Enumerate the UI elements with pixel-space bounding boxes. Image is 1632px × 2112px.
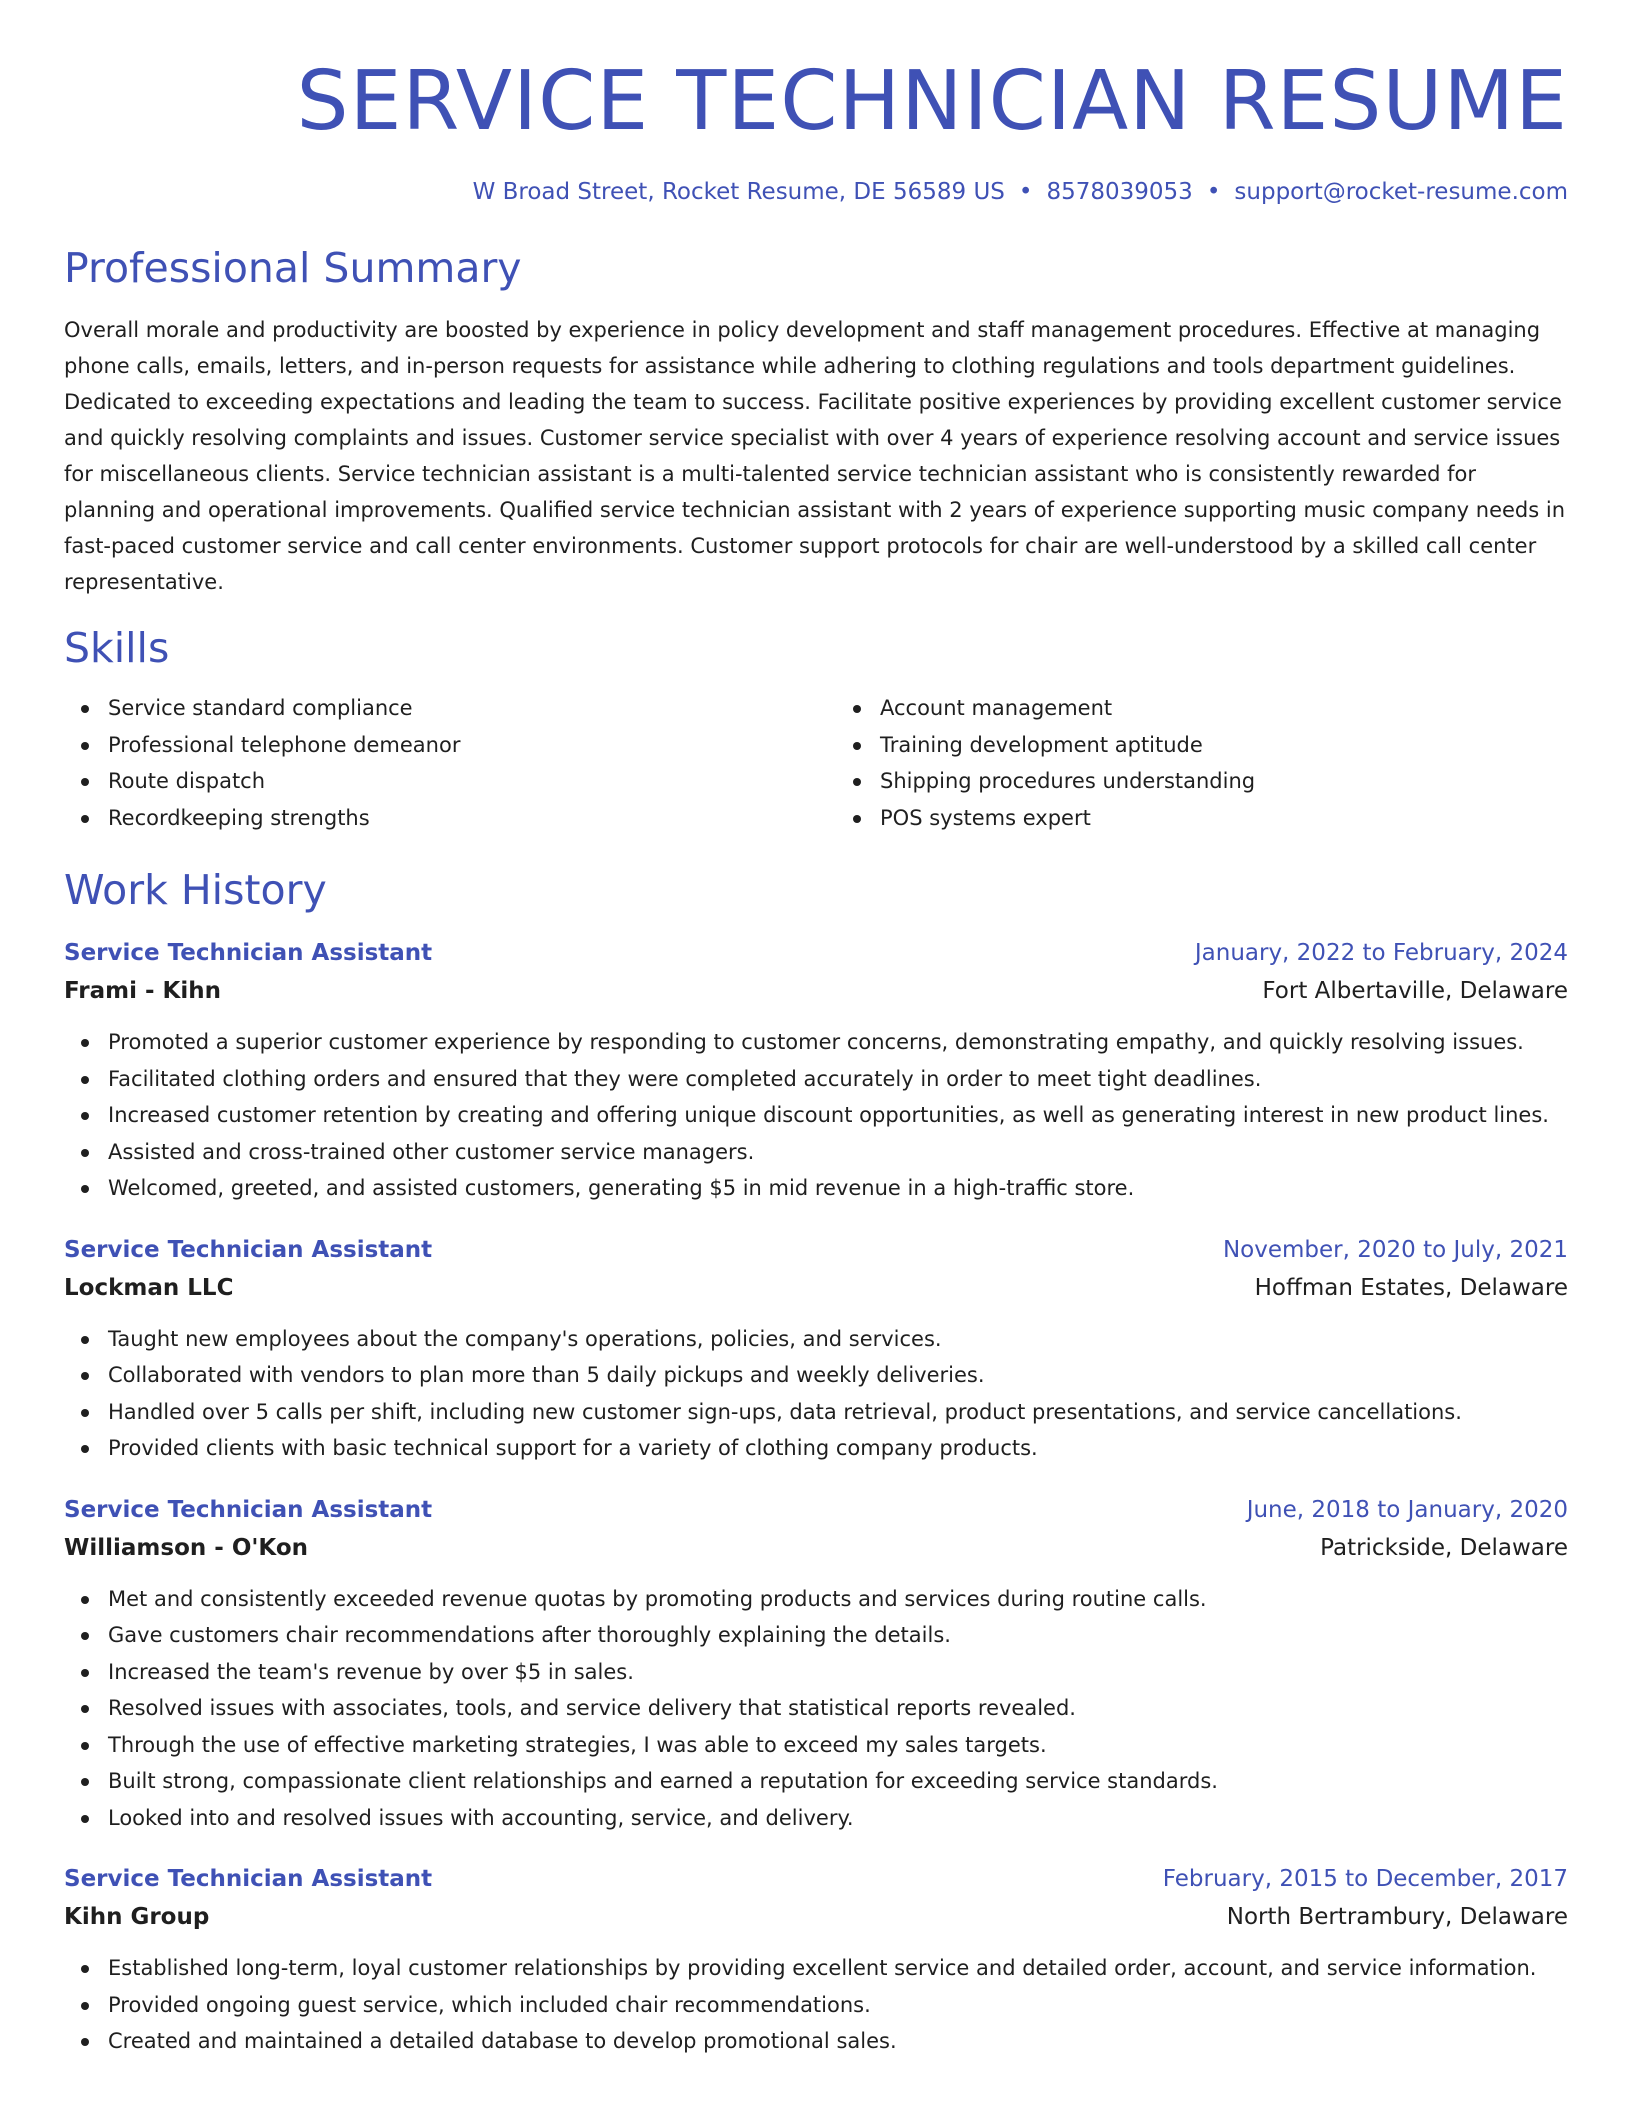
job-bullets xyxy=(64,1321,1568,1467)
job-header-row xyxy=(64,934,1568,972)
contact-separator: • xyxy=(1206,179,1221,205)
job-bullet: Provided clients with basic technical support for a variety of clothing company products. xyxy=(64,1430,1568,1467)
job-entry xyxy=(64,934,1568,1207)
skill-item: Training development aptitude xyxy=(836,727,1568,764)
job-bullet: Assisted and cross-trained other customer service managers. xyxy=(64,1134,1568,1171)
resume-title: SERVICE TECHNICIAN RESUME xyxy=(296,54,1568,149)
job-dates: June, 2018 to January, 2020 xyxy=(1246,1496,1568,1523)
job-bullet: Established long-term, loyal customer relationships by providing excellent service and detailed order, account, and service information. xyxy=(64,1950,1568,1987)
job-company: Kihn Group xyxy=(64,1904,210,1930)
job-company-row xyxy=(64,1269,1568,1307)
job-bullet: Built strong, compassionate client relationships and earned a reputation for exceeding service standards. xyxy=(64,1763,1568,1800)
skill-item: POS systems expert xyxy=(836,800,1568,837)
job-entry xyxy=(64,1491,1568,1837)
job-bullet: Facilitated clothing orders and ensured that they were completed accurately in order to meet tight deadlines. xyxy=(64,1061,1568,1098)
skill-item: Professional telephone demeanor xyxy=(64,727,796,764)
job-company: Lockman LLC xyxy=(64,1274,234,1301)
job-title: Service Technician Assistant xyxy=(64,1236,433,1263)
job-location: Patrickside, Delaware xyxy=(1320,1534,1568,1561)
job-bullet: Resolved issues with associates, tools, and service delivery that statistical reports revealed. xyxy=(64,1690,1568,1727)
job-bullet: Increased customer retention by creating and offering unique discount opportunities, as well as generating interest in new product lines. xyxy=(64,1097,1568,1134)
job-bullets xyxy=(64,1024,1568,1207)
job-entry xyxy=(64,1860,1568,2060)
job-bullet: Handled over 5 calls per shift, including new customer sign-ups, data retrieval, product presentations, and service cancellations. xyxy=(64,1394,1568,1431)
contact-phone: 8578039053 xyxy=(1046,179,1193,205)
job-header-row xyxy=(64,1860,1568,1898)
job-title: Service Technician Assistant xyxy=(64,1866,433,1892)
job-bullet: Through the use of effective marketing strategies, I was able to exceed my sales targets. xyxy=(64,1727,1568,1764)
job-bullet: Created and maintained a detailed database to develop promotional sales. xyxy=(64,2023,1568,2060)
skills-list-right xyxy=(836,690,1568,836)
job-bullet: Promoted a superior customer experience by responding to customer concerns, demonstrating empathy, and quickly resolving issues. xyxy=(64,1024,1568,1061)
contact-email: support@rocket-resume.com xyxy=(1234,179,1568,205)
contact-address: W Broad Street, Rocket Resume, DE 56589 US xyxy=(472,179,1005,205)
job-location: Fort Albertaville, Delaware xyxy=(1262,978,1568,1004)
skill-item: Route dispatch xyxy=(64,763,796,800)
job-company-row xyxy=(64,972,1568,1010)
skill-item: Service standard compliance xyxy=(64,690,796,727)
job-dates: February, 2015 to December, 2017 xyxy=(1162,1866,1568,1892)
job-title: Service Technician Assistant xyxy=(64,1496,433,1523)
skills-grid xyxy=(64,690,1568,836)
job-dates: November, 2020 to July, 2021 xyxy=(1222,1236,1568,1263)
job-bullet: Increased the team's revenue by over $5 in sales. xyxy=(64,1654,1568,1691)
job-header-row xyxy=(64,1491,1568,1529)
job-bullet: Looked into and resolved issues with accounting, service, and delivery. xyxy=(64,1800,1568,1837)
job-bullet: Gave customers chair recommendations after thoroughly explaining the details. xyxy=(64,1617,1568,1654)
skills-list-left xyxy=(64,690,796,836)
job-company: Williamson - O'Kon xyxy=(64,1534,309,1561)
job-title: Service Technician Assistant xyxy=(64,940,433,966)
job-bullet: Welcomed, greeted, and assisted customers, generating $5 in mid revenue in a high-traffic store. xyxy=(64,1170,1568,1207)
job-dates: January, 2022 to February, 2024 xyxy=(1194,940,1568,966)
job-location: Hoffman Estates, Delaware xyxy=(1254,1274,1568,1301)
contact-line xyxy=(64,176,1568,208)
summary-heading: Professional Summary xyxy=(64,244,522,292)
skill-item: Shipping procedures understanding xyxy=(836,763,1568,800)
summary-text: Overall morale and productivity are boosted by experience in policy development and staff management procedures. Effective at managing phone calls, emails, letters, and in-person requests for assistance while adhering to clothing regulations and tools department guidelines. Dedicated to exceeding expectations and leading the team to success. Facilitate positive experiences by providing excellent customer service and quickly resolving complaints and issues. Customer service specialist with over 4 years of experience resolving account and service issues for miscellaneous clients. Service technician assistant is a multi-talented service technician assistant who is consistently rewarded for planning and operational improvements. Qualified service technician assistant with 2 years of experience supporting music company needs in fast-paced customer service and call center environments. Customer support protocols for chair are well-understood by a skilled call center representative. xyxy=(64,318,1566,594)
job-bullet: Taught new employees about the company's operations, policies, and services. xyxy=(64,1321,1568,1358)
job-company: Frami - Kihn xyxy=(64,978,221,1004)
work-history-heading: Work History xyxy=(64,866,327,914)
skills-heading: Skills xyxy=(64,624,170,672)
job-location: North Bertrambury, Delaware xyxy=(1226,1904,1568,1930)
job-bullet: Collaborated with vendors to plan more than 5 daily pickups and weekly deliveries. xyxy=(64,1357,1568,1394)
job-bullets xyxy=(64,1581,1568,1837)
contact-separator: • xyxy=(1018,179,1033,205)
job-company-row xyxy=(64,1529,1568,1567)
job-bullet: Provided ongoing guest service, which included chair recommendations. xyxy=(64,1987,1568,2024)
job-company-row xyxy=(64,1898,1568,1936)
job-entry xyxy=(64,1231,1568,1467)
job-bullets xyxy=(64,1950,1568,2060)
job-bullet: Met and consistently exceeded revenue quotas by promoting products and services during routine calls. xyxy=(64,1581,1568,1618)
skill-item: Recordkeeping strengths xyxy=(64,800,796,837)
job-header-row xyxy=(64,1231,1568,1269)
skill-item: Account management xyxy=(836,690,1568,727)
